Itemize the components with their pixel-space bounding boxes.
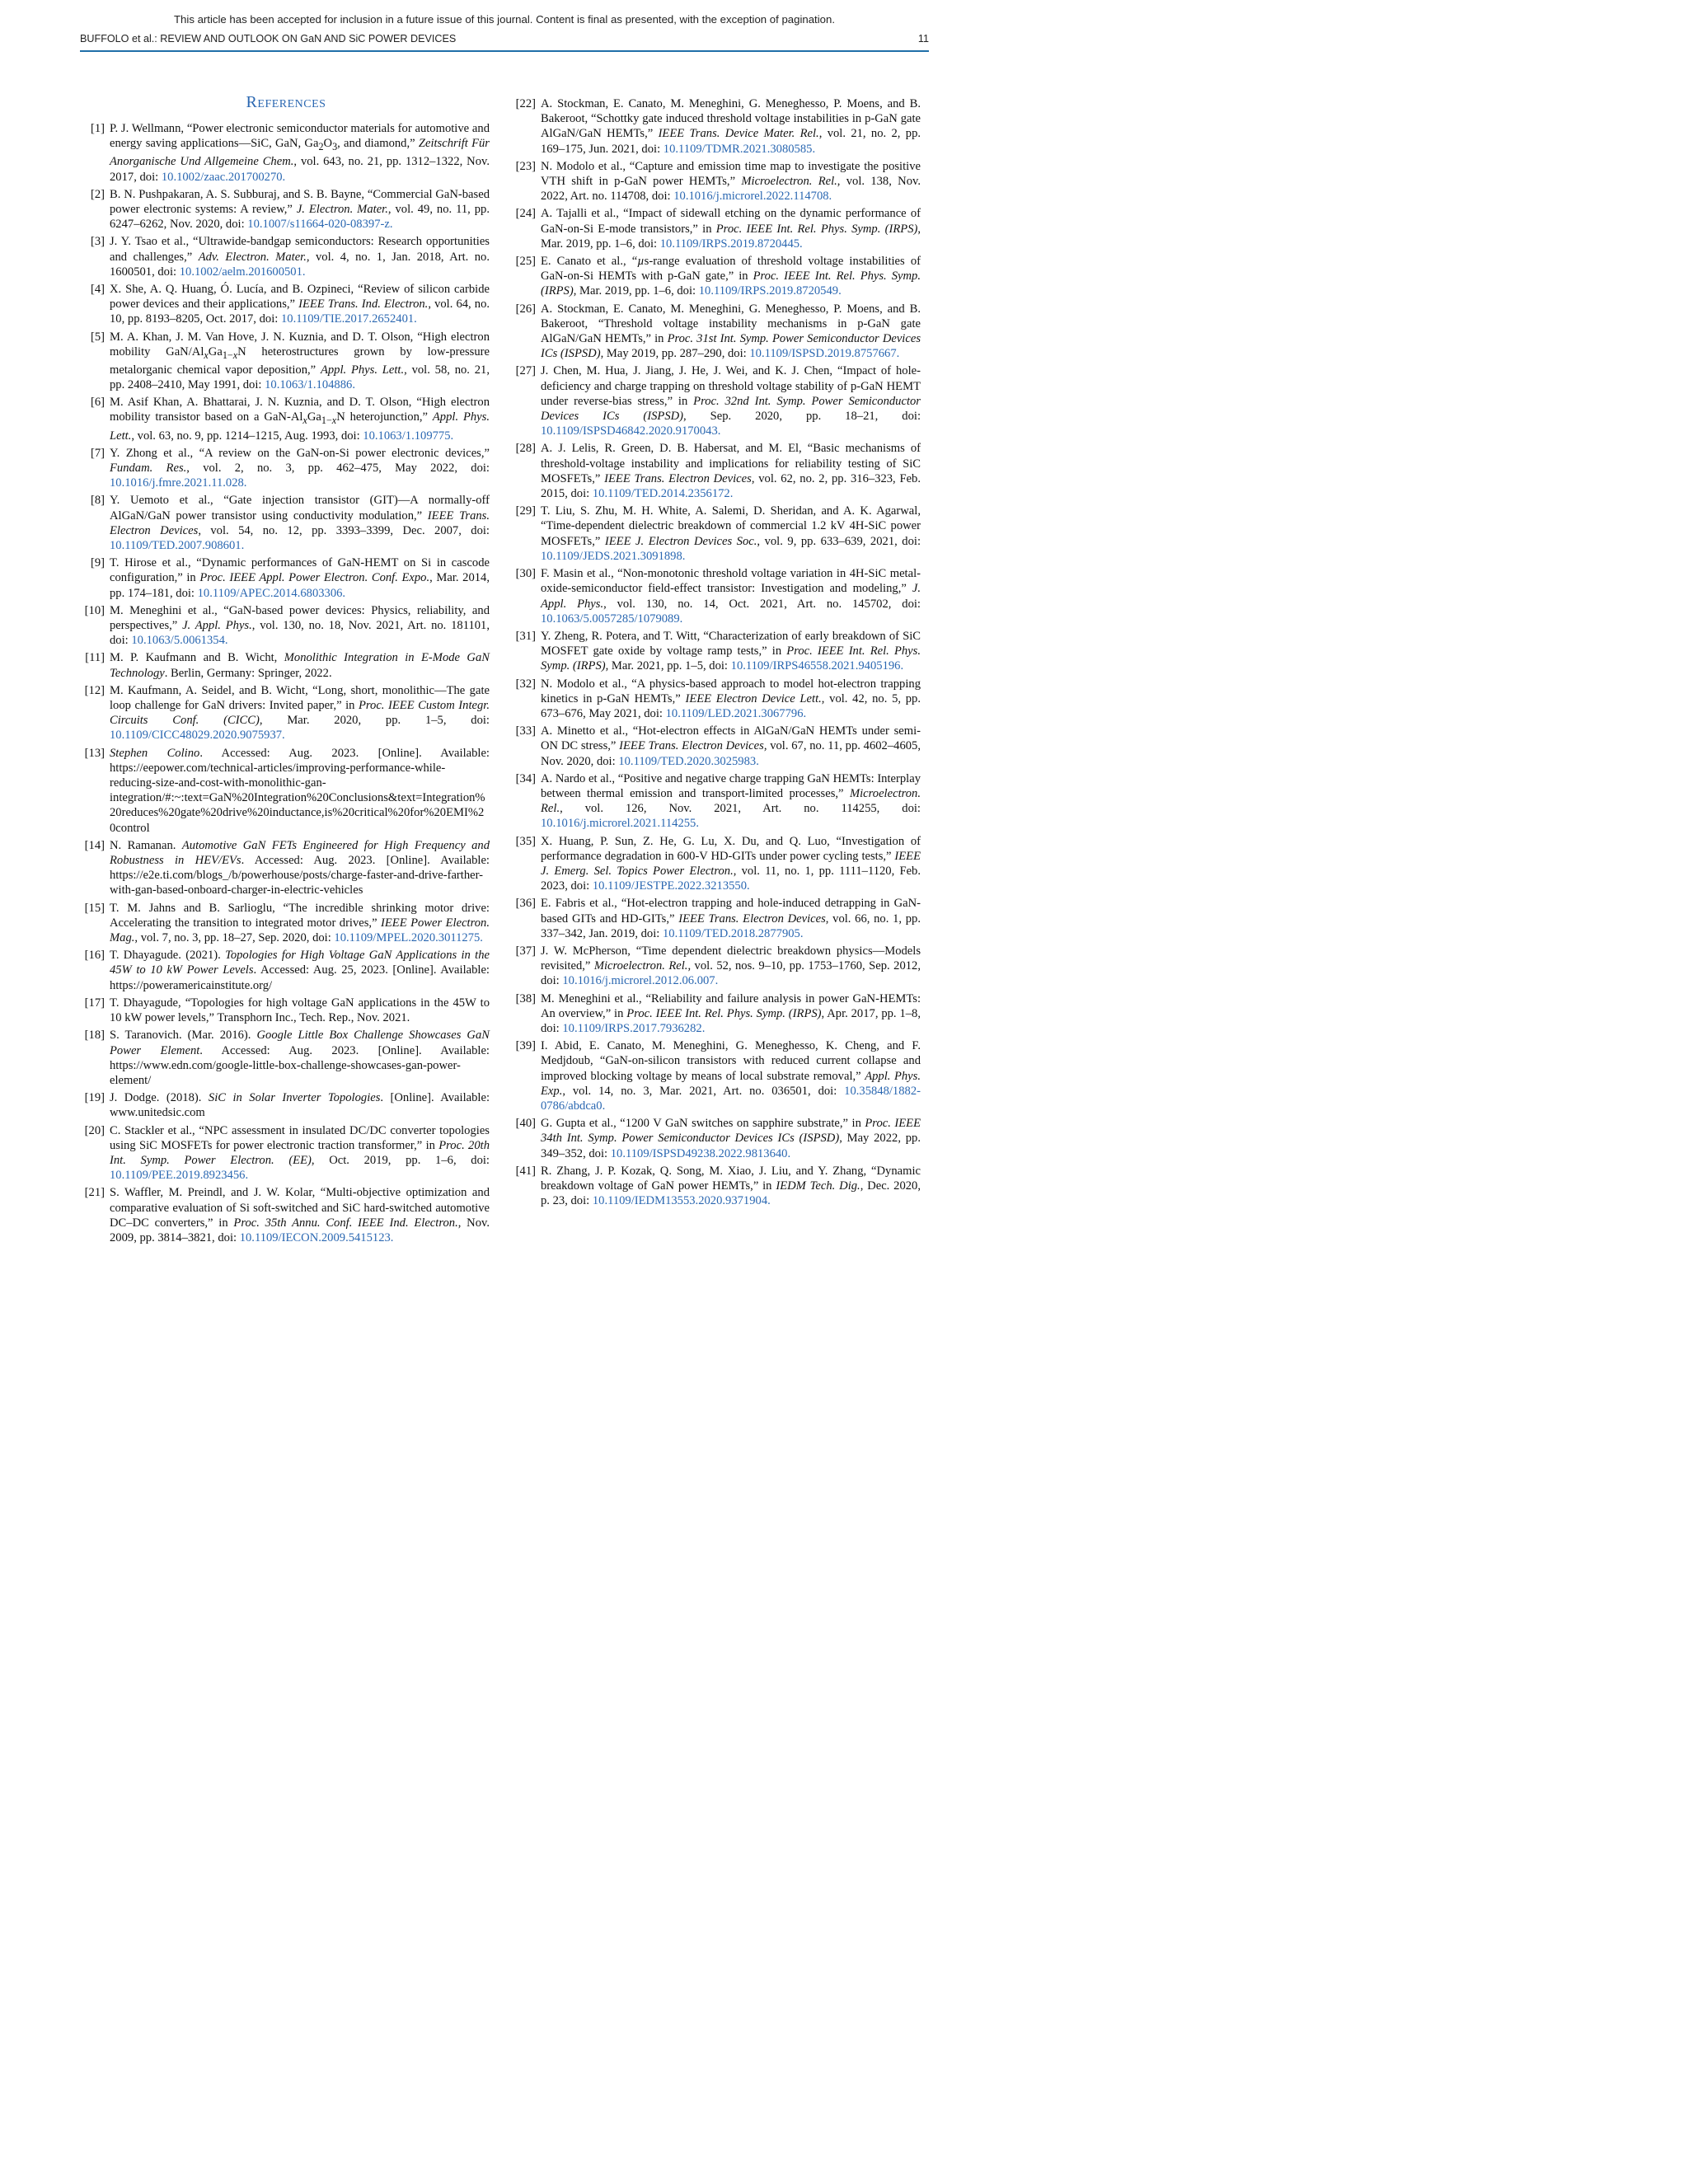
reference-item xyxy=(511,834,921,894)
reference-item xyxy=(80,683,490,743)
reference-item xyxy=(80,603,490,649)
reference-item xyxy=(80,746,490,836)
reference-item xyxy=(511,441,921,501)
reference-number: [37] xyxy=(515,944,536,958)
reference-number: [34] xyxy=(515,771,536,785)
reference-number: [32] xyxy=(515,677,536,691)
reference-text: N. Modolo et al., “Capture and emission time map to investigate the positive VTH shift in p-GaN power HEMTs,” Microelectron. Rel., vol. 138, Nov. 2022, Art. no. 114708, doi: 10.1016/j.microrel.2022.114708. xyxy=(541,159,921,204)
reference-number: [26] xyxy=(515,302,536,316)
reference-text: X. Huang, P. Sun, Z. He, G. Lu, X. Du, and Q. Luo, “Investigation of performance degradation in 600-V HD-GITs under power cycling tests,” IEEE J. Emerg. Sel. Topics Power Electron., vol. 11, no. 1, pp. 1111–1120, Feb. 2023, doi: 10.1109/JESTPE.2022.3213550. xyxy=(541,834,921,893)
doi-link[interactable]: 10.1109/TIE.2017.2652401. xyxy=(280,312,417,326)
doi-link[interactable]: 10.35848/1882-0786/abdca0. xyxy=(541,1084,921,1113)
doi-link[interactable]: 10.1109/TED.2018.2877905. xyxy=(662,926,804,940)
doi-link[interactable]: 10.1109/JESTPE.2022.3213550. xyxy=(592,879,750,893)
reference-text: A. J. Lelis, R. Green, D. B. Habersat, and M. El, “Basic mechanisms of threshold-voltage instability and implications for reliability testing of SiC MOSFETs,” IEEE Trans. Electron Devices, vol. 62, no. 2, pp. 316–323, Feb. 2015, doi: 10.1109/TED.2014.2356172. xyxy=(541,442,921,501)
reference-text: M. Kaufmann, A. Seidel, and B. Wicht, “Long, short, monolithic—The gate loop challenge for GaN drivers: Invited paper,” in Proc. IEEE Custom Integr. Circuits Conf. (CICC), Mar. 2020, pp. 1–5, doi: 10.1109/CICC48029.2020.9075937. xyxy=(110,683,490,743)
reference-item xyxy=(80,555,490,601)
doi-link[interactable]: 10.1109/IRPS.2017.7936282. xyxy=(562,1021,706,1035)
reference-item xyxy=(80,650,490,680)
reference-number: [35] xyxy=(515,834,536,848)
doi-link[interactable]: 10.1109/IRPS.2019.8720549. xyxy=(698,284,842,298)
reference-item xyxy=(80,1090,490,1120)
reference-item xyxy=(511,159,921,204)
reference-number: [24] xyxy=(515,207,536,221)
reference-text: J. W. McPherson, “Time dependent dielectric breakdown physics—Models revisited,” Microelectron. Rel., vol. 52, nos. 9–10, pp. 1753–1760, Sep. 2012, doi: 10.1016/j.microrel.2012.06.007. xyxy=(541,944,921,988)
reference-number: [29] xyxy=(515,504,536,518)
reference-item xyxy=(511,566,921,626)
doi-link[interactable]: 10.1016/j.fmre.2021.11.028. xyxy=(110,476,247,490)
reference-text: A. Stockman, E. Canato, M. Meneghini, G. Meneghesso, P. Moens, and B. Bakeroot, “Threshold voltage instability mechanisms in p-GaN gate AlGaN/GaN HEMTs,” in Proc. 31st Int. Symp. Power Semiconductor Devices ICs (ISPSD), May 2019, pp. 287–290, doi: 10.1109/ISPSD.2019.8757667. xyxy=(541,302,921,361)
reference-item xyxy=(80,330,490,393)
reference-number: [23] xyxy=(515,159,536,173)
reference-text: N. Modolo et al., “A physics-based approach to model hot-electron trapping kinetics in p-GaN HEMTs,” IEEE Electron Device Lett., vol. 42, no. 5, pp. 673–676, May 2021, doi: 10.1109/LED.2021.3067796. xyxy=(541,677,921,720)
doi-link[interactable]: 10.1109/ISPSD.2019.8757667. xyxy=(749,347,900,361)
reference-item xyxy=(80,838,490,898)
reference-number: [15] xyxy=(84,901,105,915)
reference-item xyxy=(80,395,490,443)
reference-number: [40] xyxy=(515,1117,536,1131)
reference-text: E. Canato et al., “µs-range evaluation of threshold voltage instabilities of GaN-on-Si HEMTs with p-GaN gate,” in Proc. IEEE Int. Rel. Phys. Symp. (IRPS), Mar. 2019, pp. 1–6, doi: 10.1109/IRPS.2019.8720549. xyxy=(541,255,921,298)
reference-item xyxy=(511,504,921,564)
reference-text: S. Taranovich. (Mar. 2016). Google Little Box Challenge Showcases GaN Power Element. Accessed: Aug. 2023. [Online]. Available: https://www.edn.com/google-little-box-challenge-showcases-gan-power-element/ xyxy=(110,1029,490,1087)
doi-link[interactable]: 10.1002/zaac.201700270. xyxy=(161,170,286,184)
doi-link[interactable]: 10.1109/CICC48029.2020.9075937. xyxy=(110,729,285,743)
doi-link[interactable]: 10.1063/5.0061354. xyxy=(131,634,228,648)
reference-item xyxy=(80,1028,490,1088)
reference-item xyxy=(80,948,490,993)
doi-link[interactable]: 10.1016/j.microrel.2022.114708. xyxy=(673,190,832,204)
reference-text: J. Y. Tsao et al., “Ultrawide-bandgap semiconductors: Research opportunities and challenges,” Adv. Electron. Mater., vol. 4, no. 1, Jan. 2018, Art. no. 1600501, doi: 10.1002/aelm.201600501. xyxy=(110,235,490,279)
reference-item xyxy=(80,187,490,232)
reference-text: J. Dodge. (2018). SiC in Solar Inverter Topologies. [Online]. Available: www.unitedsic.com xyxy=(110,1091,490,1120)
reference-item xyxy=(511,96,921,157)
reference-number: [16] xyxy=(84,949,105,963)
page-number: 11 xyxy=(917,33,929,45)
reference-number: [4] xyxy=(90,282,105,296)
doi-link[interactable]: 10.1109/JEDS.2021.3091898. xyxy=(541,549,686,563)
reference-item xyxy=(511,363,921,438)
reference-text: P. J. Wellmann, “Power electronic semiconductor materials for automotive and energy saving applications—SiC, GaN, $Ga_2O_3$, and diamond,” Zeitschrift Für Anorganische Und Allgemeine Chem., vol. 643, no. 21, pp. 1312–1322, Nov. 2017, doi: 10.1002/zaac.201700270. xyxy=(110,122,490,184)
acceptance-notice: This article has been accepted for inclusion in a future issue of this journal. Content is final as presented, with the exception of pagination. xyxy=(174,13,835,26)
reference-text: A. Stockman, E. Canato, M. Meneghini, G. Meneghesso, P. Moens, and B. Bakeroot, “Schottky gate induced threshold voltage instabilities in p-GaN gate AlGaN/GaN HEMTs,” IEEE Trans. Device Mater. Rel., vol. 21, no. 2, pp. 169–175, Jun. 2021, doi: 10.1109/TDMR.2021.3080585. xyxy=(541,97,921,156)
reference-text: Y. Uemoto et al., “Gate injection transistor (GIT)—A normally-off AlGaN/GaN power transistor using conductivity modulation,” IEEE Trans. Electron Devices, vol. 54, no. 12, pp. 3393–3399, Dec. 2007, doi: 10.1109/TED.2007.908601. xyxy=(110,494,490,552)
reference-text: T. M. Jahns and B. Sarlioglu, “The incredible shrinking motor drive: Accelerating the transition to integrated motor drives,” IEEE Power Electron. Mag., vol. 7, no. 3, pp. 18–27, Sep. 2020, doi: 10.1109/MPEL.2020.3011275. xyxy=(110,901,490,945)
reference-item xyxy=(511,1116,921,1161)
reference-number: [19] xyxy=(84,1091,105,1105)
reference-item xyxy=(511,1038,921,1113)
reference-text: S. Waffler, M. Preindl, and J. W. Kolar, “Multi-objective optimization and comparative evaluation of Si soft-switched and SiC hard-switched automotive DC–DC converters,” in Proc. 35th Annu. Conf. IEEE Ind. Electron., Nov. 2009, pp. 3814–3821, doi: 10.1109/IECON.2009.5415123. xyxy=(110,1186,490,1244)
reference-number: [10] xyxy=(84,603,105,617)
reference-number: [27] xyxy=(515,364,536,378)
reference-text: J. Chen, M. Hua, J. Jiang, J. He, J. Wei, and K. J. Chen, “Impact of hole-deficiency and charge trapping on threshold voltage stability of p-GaN HEMT under reverse-bias stress,” in Proc. 32nd Int. Symp. Power Semiconductor Devices ICs (ISPSD), Sep. 2020, pp. 18–21, doi: 10.1109/ISPSD46842.2020.9170043. xyxy=(541,364,921,438)
reference-text: A. Minetto et al., “Hot-electron effects in AlGaN/GaN HEMTs under semi-ON DC stress,” IEEE Trans. Electron Devices, vol. 67, no. 11, pp. 4602–4605, Nov. 2020, doi: 10.1109/TED.2020.3025983. xyxy=(541,724,921,768)
doi-link[interactable]: 10.1109/LED.2021.3067796. xyxy=(665,706,807,720)
reference-number: [33] xyxy=(515,724,536,738)
reference-item xyxy=(80,901,490,946)
reference-number: [7] xyxy=(90,446,105,460)
reference-text: T. Liu, S. Zhu, M. H. White, A. Salemi, D. Sheridan, and A. K. Agarwal, “Time-dependent dielectric breakdown of commercial 1.2 kV 4H-SiC power MOSFETs,” IEEE J. Electron Devices Soc., vol. 9, pp. 633–639, 2021, doi: 10.1109/JEDS.2021.3091898. xyxy=(541,504,921,563)
reference-item xyxy=(80,282,490,327)
reference-number: [41] xyxy=(515,1164,536,1178)
doi-link[interactable]: 10.1109/IEDM13553.2020.9371904. xyxy=(592,1194,771,1208)
reference-item xyxy=(511,1164,921,1209)
reference-item xyxy=(511,991,921,1037)
doi-link[interactable]: 10.1109/ISPSD49238.2022.9813640. xyxy=(610,1146,791,1160)
reference-number: [39] xyxy=(515,1039,536,1053)
doi-link[interactable]: 10.1109/TDMR.2021.3080585. xyxy=(663,142,816,156)
doi-link[interactable]: 10.1109/IRPS.2019.8720445. xyxy=(659,237,803,251)
reference-item xyxy=(80,1185,490,1245)
reference-number: [14] xyxy=(84,838,105,852)
reference-text: X. She, A. Q. Huang, Ó. Lucía, and B. Ozpineci, “Review of silicon carbide power devices and their applications,” IEEE Trans. Ind. Electron., vol. 64, no. 10, pp. 8193–8205, Oct. 2017, doi: 10.1109/TIE.2017.2652401. xyxy=(110,282,490,326)
reference-text: Stephen Colino. Accessed: Aug. 2023. [Online]. Available: https://eepower.com/technical-articles/improving-performance-while-reducing-size-and-cost-with-monolithic-gan-integration/#:~:text=GaN%20Integration%20Conclusions&text=Integration%20reduces%20gate%20drive%20inductance,is%20critical%20for%20EMI%20control xyxy=(110,746,490,835)
reference-list-left xyxy=(80,121,490,1248)
reference-number: [17] xyxy=(84,996,105,1010)
reference-item xyxy=(80,121,490,185)
reference-number: [1] xyxy=(90,122,105,135)
reference-item xyxy=(80,1123,490,1183)
reference-item xyxy=(80,446,490,491)
reference-text: E. Fabris et al., “Hot-electron trapping and hole-induced detrapping in GaN-based GITs and HD-GITs,” IEEE Trans. Electron Devices, vol. 66, no. 1, pp. 337–342, Jan. 2019, doi: 10.1109/TED.2018.2877905. xyxy=(541,897,921,940)
doi-link[interactable]: 10.1109/ISPSD46842.2020.9170043. xyxy=(541,424,721,438)
doi-link[interactable]: 10.1016/j.microrel.2012.06.007. xyxy=(562,974,719,988)
reference-number: [13] xyxy=(84,746,105,760)
reference-text: T. Hirose et al., “Dynamic performances of GaN-HEMT on Si in cascode configuration,” in Proc. IEEE Appl. Power Electron. Conf. Expo., Mar. 2014, pp. 174–181, doi: 10.1109/APEC.2014.6803306. xyxy=(110,556,490,600)
reference-text: M. P. Kaufmann and B. Wicht, Monolithic Integration in E-Mode GaN Technology. Berlin, Germany: Springer, 2022. xyxy=(110,651,490,680)
doi-link[interactable]: 10.1007/s11664-020-08397-z. xyxy=(247,218,393,232)
reference-number: [9] xyxy=(90,556,105,570)
reference-text: Y. Zheng, R. Potera, and T. Witt, “Characterization of early breakdown of SiC MOSFET gate oxide by voltage ramp tests,” in Proc. IEEE Int. Rel. Phys. Symp. (IRPS), Mar. 2021, pp. 1–5, doi: 10.1109/IRPS46558.2021.9405196. xyxy=(541,629,921,673)
section-title: References xyxy=(246,93,326,111)
reference-item xyxy=(511,944,921,989)
reference-text: T. Dhayagude. (2021). Topologies for High Voltage GaN Applications in the 45W to 10 kW Power Levels. Accessed: Aug. 25, 2023. [Online]. Available: https://poweramericainstitute.org/ xyxy=(110,949,490,992)
reference-text: M. Meneghini et al., “Reliability and failure analysis in power GaN-HEMTs: An overview,” in Proc. IEEE Int. Rel. Phys. Symp. (IRPS), Apr. 2017, pp. 1–8, doi: 10.1109/IRPS.2017.7936282. xyxy=(541,991,921,1035)
reference-number: [25] xyxy=(515,255,536,269)
reference-number: [30] xyxy=(515,567,536,581)
reference-text: R. Zhang, J. P. Kozak, Q. Song, M. Xiao, J. Liu, and Y. Zhang, “Dynamic breakdown voltage of GaN power HEMTs,” in IEDM Tech. Dig., Dec. 2020, p. 23, doi: 10.1109/IEDM13553.2020.9371904. xyxy=(541,1164,921,1208)
reference-text: A. Nardo et al., “Positive and negative charge trapping GaN HEMTs: Interplay between thermal emission and transport-limited processes,” Microelectron. Rel., vol. 126, Nov. 2021, Art. no. 114255, doi: 10.1016/j.microrel.2021.114255. xyxy=(541,771,921,831)
reference-item xyxy=(511,896,921,941)
reference-text: Y. Zhong et al., “A review on the GaN-on-Si power electronic devices,” Fundam. Res., vol. 2, no. 3, pp. 462–475, May 2022, doi: 10.1016/j.fmre.2021.11.028. xyxy=(110,446,490,490)
reference-text: I. Abid, E. Canato, M. Meneghini, G. Meneghesso, K. Cheng, and F. Medjdoub, “GaN-on-silicon transistors with reduced current collapse and improved blocking voltage by means of local substrate removal,” Appl. Phys. Exp., vol. 14, no. 3, Mar. 2021, Art. no. 036501, doi: 10.35848/1882-0786/abdca0. xyxy=(541,1039,921,1113)
doi-link[interactable]: 10.1109/APEC.2014.6803306. xyxy=(197,586,346,600)
reference-number: [18] xyxy=(84,1029,105,1043)
reference-text: M. A. Khan, J. M. Van Hove, J. N. Kuznia, and D. T. Olson, “High electron mobility GaN/$Al_xGa_{1-x}N$ heterostructures grown by low-pressure metalorganic chemical vapor deposition,” Appl. Phys. Lett., vol. 58, no. 21, pp. 2408–2410, May 1991, doi: 10.1063/1.104886. xyxy=(110,330,490,392)
reference-item xyxy=(80,234,490,279)
reference-number: [6] xyxy=(90,396,105,410)
reference-text: N. Ramanan. Automotive GaN FETs Engineered for High Frequency and Robustness in HEV/EVs. Accessed: Aug. 2023. [Online]. Available: https://e2e.ti.com/blogs_/b/powerhouse/posts/charge-faster-and-drive-farther-with-gan-based-onboard-charger-in-electric-vehicles xyxy=(110,838,490,898)
running-head-title: BUFFOLO et al.: REVIEW AND OUTLOOK ON GaN AND SiC POWER DEVICES xyxy=(80,33,457,45)
doi-link[interactable]: 10.1109/MPEL.2020.3011275. xyxy=(334,931,483,945)
reference-text: M. Meneghini et al., “GaN-based power devices: Physics, reliability, and perspectives,” J. Appl. Phys., vol. 130, no. 18, Nov. 2021, Art. no. 181101, doi: 10.1063/5.0061354. xyxy=(110,603,490,648)
doi-link[interactable]: 10.1109/TED.2007.908601. xyxy=(110,539,245,552)
doi-link[interactable]: 10.1063/1.109775. xyxy=(363,429,454,443)
reference-number: [12] xyxy=(84,683,105,697)
reference-number: [8] xyxy=(90,494,105,508)
reference-number: [11] xyxy=(85,651,105,665)
reference-number: [21] xyxy=(84,1186,105,1200)
doi-link[interactable]: 10.1109/TED.2020.3025983. xyxy=(618,754,759,768)
reference-item xyxy=(511,724,921,769)
reference-number: [20] xyxy=(84,1123,105,1137)
reference-text: F. Masin et al., “Non-monotonic threshold voltage variation in 4H-SiC metal-oxide-semiconductor field-effect transistor: Investigation and modeling,” J. Appl. Phys., vol. 130, no. 14, Oct. 2021, Art. no. 145702, doi: 10.1063/5.0057285/1079089. xyxy=(541,567,921,626)
doi-link[interactable]: 10.1109/PEE.2019.8923456. xyxy=(110,1169,249,1183)
reference-number: [31] xyxy=(515,629,536,643)
reference-item xyxy=(80,493,490,553)
doi-link[interactable]: 10.1002/aelm.201600501. xyxy=(179,265,306,279)
reference-item xyxy=(511,254,921,299)
reference-item xyxy=(511,206,921,251)
doi-link[interactable]: 10.1109/IRPS46558.2021.9405196. xyxy=(730,659,904,673)
running-header xyxy=(80,33,929,49)
reference-number: [2] xyxy=(90,187,105,201)
doi-link[interactable]: 10.1109/IECON.2009.5415123. xyxy=(239,1230,394,1244)
reference-number: [28] xyxy=(515,442,536,456)
reference-item xyxy=(80,996,490,1025)
header-rule xyxy=(80,50,929,52)
reference-item xyxy=(511,677,921,722)
reference-text: B. N. Pushpakaran, A. S. Subburaj, and S. B. Bayne, “Commercial GaN-based power electronic systems: A review,” J. Electron. Mater., vol. 49, no. 11, pp. 6247–6262, Nov. 2020, doi: 10.1007/s11664-020-08397-z. xyxy=(110,187,490,232)
reference-list-right xyxy=(511,96,921,1211)
reference-number: [22] xyxy=(515,97,536,110)
reference-item xyxy=(511,771,921,832)
reference-item xyxy=(511,629,921,674)
reference-number: [36] xyxy=(515,897,536,911)
reference-text: C. Stackler et al., “NPC assessment in insulated DC/DC converter topologies using SiC MOSFETs for power electronic traction transformer,” in Proc. 20th Int. Symp. Power Electron. (EE), Oct. 2019, pp. 1–6, doi: 10.1109/PEE.2019.8923456. xyxy=(110,1123,490,1183)
reference-text: A. Tajalli et al., “Impact of sidewall etching on the dynamic performance of GaN-on-Si E-mode transistors,” in Proc. IEEE Int. Rel. Phys. Symp. (IRPS), Mar. 2019, pp. 1–6, doi: 10.1109/IRPS.2019.8720445. xyxy=(541,207,921,251)
doi-link[interactable]: 10.1063/5.0057285/1079089. xyxy=(541,612,683,626)
reference-text: M. Asif Khan, A. Bhattarai, J. N. Kuznia, and D. T. Olson, “High electron mobility transistor based on a GaN-$Al_xGa_{1-x}N$ heterojunction,” Appl. Phys. Lett., vol. 63, no. 9, pp. 1214–1215, Aug. 1993, doi: 10.1063/1.109775. xyxy=(110,396,490,443)
reference-number: [5] xyxy=(90,330,105,344)
reference-number: [3] xyxy=(90,235,105,249)
reference-item xyxy=(511,302,921,362)
doi-link[interactable]: 10.1109/TED.2014.2356172. xyxy=(592,487,734,501)
doi-link[interactable]: 10.1016/j.microrel.2021.114255. xyxy=(541,817,699,831)
reference-text: G. Gupta et al., “1200 V GaN switches on sapphire substrate,” in Proc. IEEE 34th Int. Symp. Power Semiconductor Devices ICs (ISPSD), May 2022, pp. 349–352, doi: 10.1109/ISPSD49238.2022.9813640. xyxy=(541,1117,921,1160)
doi-link[interactable]: 10.1063/1.104886. xyxy=(265,378,355,392)
reference-text: T. Dhayagude, “Topologies for high voltage GaN applications in the 45W to 10 kW power levels,” Transphorn Inc., Tech. Rep., Nov. 2021. xyxy=(110,996,490,1025)
reference-number: [38] xyxy=(515,991,536,1005)
